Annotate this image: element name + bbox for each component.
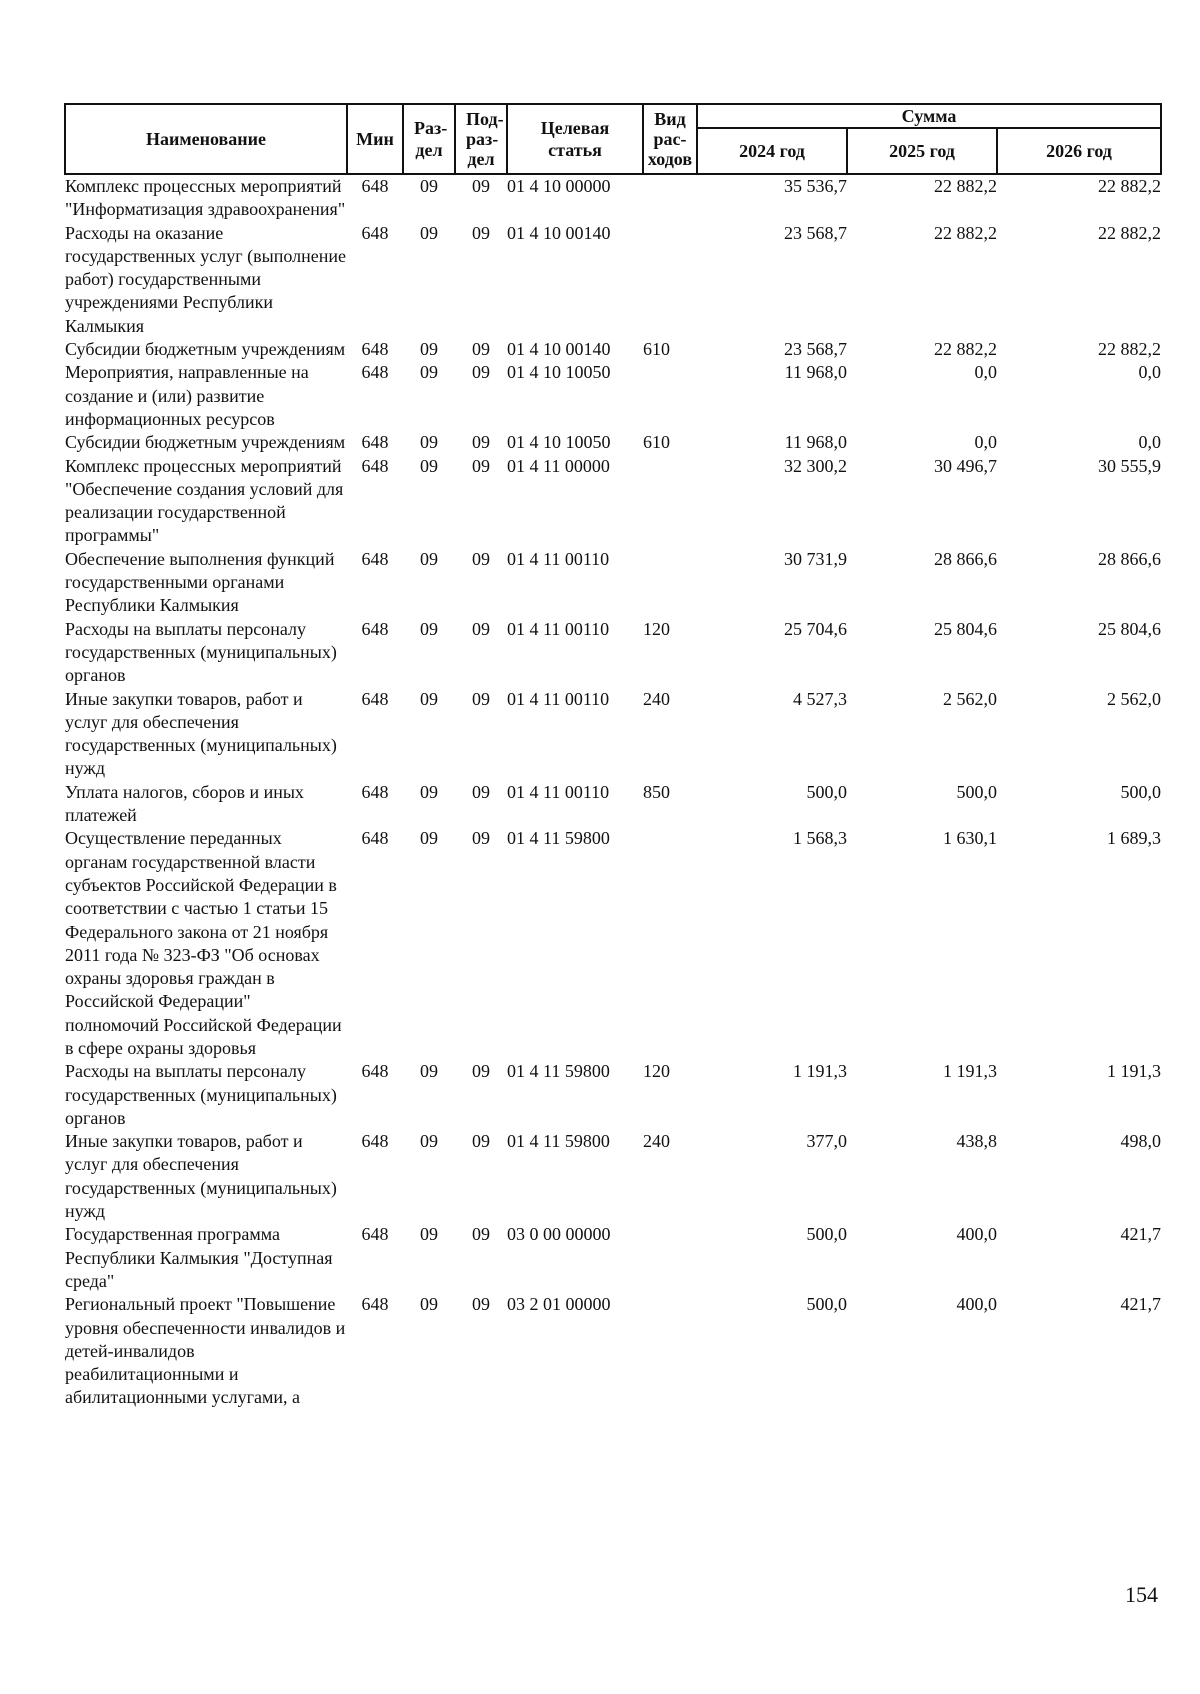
- row-razdel: 09: [420, 176, 438, 196]
- row-sum-2024: 35 536,7: [784, 176, 847, 196]
- row-sum-2025: 22 882,2: [934, 339, 997, 360]
- row-razdel: 09: [420, 455, 438, 476]
- row-target-code: 01 4 11 00110: [507, 781, 610, 802]
- row-expense-kind: [643, 1293, 697, 1409]
- row-sum-2024: 23 568,7: [784, 222, 847, 243]
- row-name: Субсидии бюджетным учреждениям: [65, 339, 346, 360]
- row-sum-2025: 0,0: [974, 432, 997, 453]
- row-name: Комплекс процессных мероприятий "Обеспечение создания условий для реализации государственной программы": [65, 455, 344, 546]
- row-expense-kind: 850: [643, 781, 670, 802]
- table-row: [65, 222, 1161, 338]
- row-target-code: 01 4 10 10050: [507, 432, 611, 453]
- row-sum-2024: 500,0: [806, 1294, 847, 1315]
- row-name: Иные закупки товаров, работ и услуг для обеспечения государственных (муниципальных) нужд: [65, 688, 337, 779]
- row-sum-2025: 1 630,1: [943, 828, 997, 849]
- row-sum-2024: 11 968,0: [784, 362, 847, 383]
- row-sum-2026: 30 555,9: [1098, 455, 1161, 476]
- header-min: Мин: [347, 104, 403, 174]
- row-sum-2026: 421,7: [1120, 1294, 1161, 1315]
- row-sum-2025: 30 496,7: [934, 455, 997, 476]
- header-year-2024: 2024 год: [697, 128, 847, 174]
- row-expense-kind: 240: [643, 688, 670, 709]
- row-min: 648: [361, 688, 389, 709]
- row-sum-2025: 22 882,2: [934, 176, 997, 196]
- row-podrazdel: 09: [472, 618, 490, 639]
- budget-table: [64, 103, 1162, 1410]
- row-sum-2026: 0,0: [1138, 432, 1161, 453]
- row-sum-2024: 1 191,3: [793, 1061, 847, 1082]
- row-expense-kind: [643, 455, 697, 548]
- row-sum-2026: 25 804,6: [1098, 618, 1161, 639]
- row-podrazdel: 09: [472, 432, 490, 453]
- row-min: 648: [361, 1224, 389, 1245]
- header-year-2026: 2026 год: [997, 128, 1161, 174]
- row-expense-kind: 240: [643, 1131, 670, 1152]
- row-razdel: 09: [420, 1061, 438, 1082]
- row-sum-2024: 25 704,6: [784, 618, 847, 639]
- row-sum-2026: 28 866,6: [1098, 548, 1161, 569]
- row-name: Уплата налогов, сборов и иных платежей: [65, 781, 304, 826]
- row-min: 648: [361, 222, 389, 243]
- row-target-code: 01 4 11 59800: [507, 1131, 610, 1152]
- table-row: [65, 1223, 1161, 1293]
- row-min: 648: [361, 432, 389, 453]
- row-min: 648: [361, 339, 389, 360]
- row-expense-kind: [643, 174, 697, 222]
- row-name: Государственная программа Республики Калмыкия "Доступная среда": [65, 1224, 333, 1291]
- row-sum-2026: 1 191,3: [1107, 1061, 1161, 1082]
- row-expense-kind: [643, 548, 697, 618]
- row-min: 648: [361, 1061, 389, 1082]
- page-number: 154: [1125, 1582, 1158, 1607]
- row-sum-2024: 1 568,3: [793, 828, 847, 849]
- row-podrazdel: 09: [472, 455, 490, 476]
- row-sum-2026: 0,0: [1138, 362, 1161, 383]
- row-min: 648: [361, 548, 389, 569]
- row-podrazdel: 09: [472, 548, 490, 569]
- row-target-code: 01 4 11 59800: [507, 1061, 610, 1082]
- table-row: [65, 1130, 1161, 1223]
- table-row: [65, 361, 1161, 431]
- row-podrazdel: 09: [472, 828, 490, 849]
- row-sum-2024: 4 527,3: [793, 688, 847, 709]
- row-min: 648: [361, 781, 389, 802]
- row-sum-2026: 498,0: [1120, 1131, 1161, 1152]
- row-sum-2025: 28 866,6: [934, 548, 997, 569]
- row-sum-2026: 22 882,2: [1098, 176, 1161, 196]
- row-name: Региональный проект "Повышение уровня обеспеченности инвалидов и детей-инвалидов реабилитационными и абилитационными услугами, а: [65, 1294, 346, 1408]
- row-expense-kind: [643, 361, 697, 431]
- row-podrazdel: 09: [472, 781, 490, 802]
- row-sum-2026: 421,7: [1120, 1224, 1161, 1245]
- row-sum-2026: 22 882,2: [1098, 222, 1161, 243]
- table-row: [65, 1293, 1161, 1409]
- row-sum-2024: 30 731,9: [784, 548, 847, 569]
- row-razdel: 09: [420, 1131, 438, 1152]
- row-target-code: 03 0 00 00000: [507, 1224, 611, 1245]
- row-name: Мероприятия, направленные на создание и (или) развитие информационных ресурсов: [65, 362, 309, 429]
- table-row: [65, 688, 1161, 781]
- row-target-code: 01 4 11 00110: [507, 618, 610, 639]
- row-expense-kind: 120: [643, 1061, 670, 1082]
- row-podrazdel: 09: [472, 1061, 490, 1082]
- row-expense-kind: 610: [643, 432, 670, 453]
- row-sum-2024: 32 300,2: [784, 455, 847, 476]
- row-min: 648: [361, 1294, 389, 1315]
- header-sum: Сумма: [697, 104, 1161, 128]
- header-name: Наименование: [65, 104, 347, 174]
- row-podrazdel: 09: [472, 362, 490, 383]
- header-razdel: Раз-дел: [403, 104, 455, 174]
- row-razdel: 09: [420, 688, 438, 709]
- table-header: [65, 104, 1161, 174]
- header-year-2025: 2025 год: [847, 128, 997, 174]
- row-sum-2025: 1 191,3: [943, 1061, 997, 1082]
- row-podrazdel: 09: [472, 1294, 490, 1315]
- row-razdel: 09: [420, 339, 438, 360]
- row-razdel: 09: [420, 828, 438, 849]
- row-expense-kind: [643, 827, 697, 1060]
- row-name: Комплекс процессных мероприятий "Информатизация здравоохранения": [65, 176, 346, 220]
- row-sum-2025: 438,8: [956, 1131, 997, 1152]
- row-podrazdel: 09: [472, 1224, 490, 1245]
- row-target-code: 01 4 10 00000: [507, 176, 611, 196]
- row-expense-kind: [643, 1223, 697, 1293]
- row-sum-2025: 400,0: [956, 1224, 997, 1245]
- row-sum-2024: 11 968,0: [784, 432, 847, 453]
- row-sum-2024: 500,0: [806, 1224, 847, 1245]
- row-podrazdel: 09: [472, 222, 490, 243]
- row-sum-2025: 22 882,2: [934, 222, 997, 243]
- row-expense-kind: 610: [643, 339, 670, 360]
- table-row: [65, 455, 1161, 548]
- row-sum-2025: 2 562,0: [943, 688, 997, 709]
- table-row: [65, 618, 1161, 688]
- row-name: Расходы на оказание государственных услуг (выполнение работ) государственными учреждениями Республики Калмыкия: [65, 222, 346, 336]
- row-target-code: 01 4 10 10050: [507, 362, 611, 383]
- row-sum-2024: 23 568,7: [784, 339, 847, 360]
- row-name: Иные закупки товаров, работ и услуг для обеспечения государственных (муниципальных) нужд: [65, 1131, 337, 1222]
- row-name: Осуществление переданных органам государственной власти субъектов Российской Федерации в соответствии с частью 1 статьи 15 Федерального закона от 21 ноября 2011 года № 323-ФЗ "Об основах охраны здоровья граждан в Российской Федерации" полномочий Российской Федерации в сфере охраны здоровья: [65, 828, 342, 1058]
- header-kind: Вид рас-ходов: [643, 104, 697, 174]
- row-razdel: 09: [420, 1224, 438, 1245]
- row-razdel: 09: [420, 618, 438, 639]
- row-razdel: 09: [420, 222, 438, 243]
- table-row: [65, 431, 1161, 454]
- row-min: 648: [361, 1131, 389, 1152]
- row-sum-2025: 25 804,6: [934, 618, 997, 639]
- row-expense-kind: [643, 222, 697, 338]
- row-podrazdel: 09: [472, 688, 490, 709]
- row-target-code: 03 2 01 00000: [507, 1294, 611, 1315]
- row-razdel: 09: [420, 548, 438, 569]
- row-sum-2026: 500,0: [1120, 781, 1161, 802]
- row-name: Субсидии бюджетным учреждениям: [65, 432, 346, 453]
- row-sum-2024: 377,0: [806, 1131, 847, 1152]
- row-min: 648: [361, 176, 389, 196]
- row-podrazdel: 09: [472, 339, 490, 360]
- table-row: [65, 781, 1161, 828]
- header-target: Целевая статья: [507, 104, 643, 174]
- row-sum-2024: 500,0: [806, 781, 847, 802]
- row-min: 648: [361, 618, 389, 639]
- row-razdel: 09: [420, 781, 438, 802]
- row-expense-kind: 120: [643, 618, 670, 639]
- row-min: 648: [361, 455, 389, 476]
- table-row: [65, 827, 1161, 1060]
- row-sum-2026: 1 689,3: [1107, 828, 1161, 849]
- row-target-code: 01 4 10 00140: [507, 222, 611, 243]
- row-sum-2025: 500,0: [956, 781, 997, 802]
- row-target-code: 01 4 10 00140: [507, 339, 611, 360]
- table-row: [65, 548, 1161, 618]
- row-razdel: 09: [420, 362, 438, 383]
- row-razdel: 09: [420, 432, 438, 453]
- row-name: Расходы на выплаты персоналу государственных (муниципальных) органов: [65, 618, 337, 686]
- row-podrazdel: 09: [472, 176, 490, 196]
- row-sum-2025: 0,0: [974, 362, 997, 383]
- row-target-code: 01 4 11 00110: [507, 688, 610, 709]
- table-row: [65, 1060, 1161, 1130]
- table-body: [65, 174, 1161, 1410]
- header-podrazdel: Под-раз-дел: [455, 104, 507, 174]
- row-name: Обеспечение выполнения функций государственными органами Республики Калмыкия: [65, 548, 335, 616]
- row-razdel: 09: [420, 1294, 438, 1315]
- row-target-code: 01 4 11 59800: [507, 828, 610, 849]
- row-sum-2025: 400,0: [956, 1294, 997, 1315]
- row-min: 648: [361, 828, 389, 849]
- row-min: 648: [361, 362, 389, 383]
- row-sum-2026: 2 562,0: [1107, 688, 1161, 709]
- row-podrazdel: 09: [472, 1131, 490, 1152]
- row-target-code: 01 4 11 00110: [507, 548, 610, 569]
- table-row: [65, 174, 1161, 222]
- row-target-code: 01 4 11 00000: [507, 455, 610, 476]
- row-sum-2026: 22 882,2: [1098, 339, 1161, 360]
- table-row: [65, 338, 1161, 361]
- row-name: Расходы на выплаты персоналу государственных (муниципальных) органов: [65, 1061, 337, 1128]
